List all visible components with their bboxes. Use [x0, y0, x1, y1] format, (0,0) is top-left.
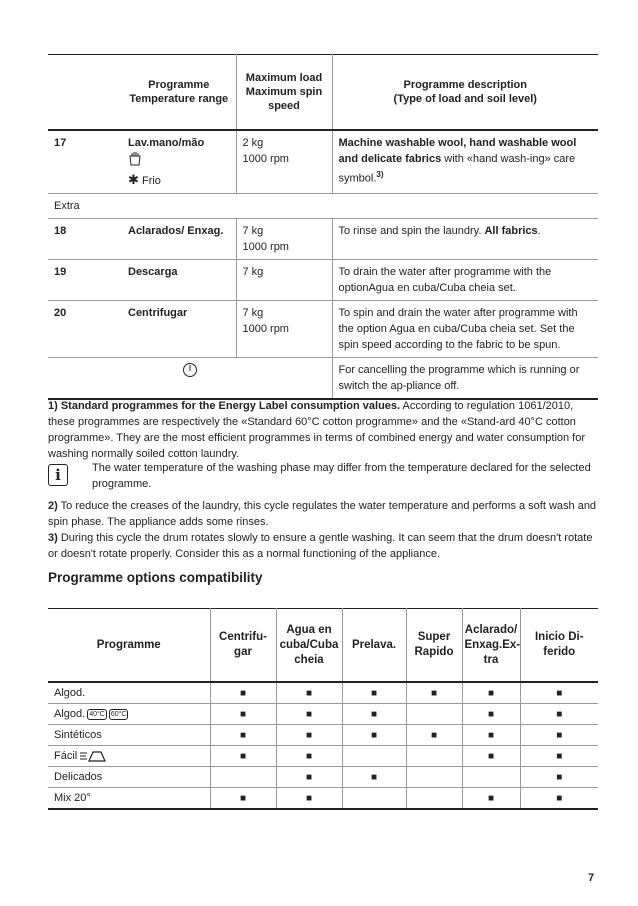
empty-cell	[406, 746, 462, 767]
compatible-mark: ■	[462, 682, 520, 704]
empty-cell	[342, 788, 406, 810]
header-programme: Programme Temperature range	[129, 79, 229, 105]
programme-name: Sintéticos	[54, 729, 102, 741]
empty-cell	[342, 746, 406, 767]
compatible-mark: ■	[462, 746, 520, 767]
compatible-mark: ■	[210, 682, 276, 704]
table-row	[48, 767, 598, 788]
empty-cell	[210, 767, 276, 788]
programme-table	[48, 54, 598, 400]
compatible-mark: ■	[462, 788, 520, 810]
programme-name: Delicados	[54, 771, 103, 783]
cold-snowflake-icon: ✱	[128, 172, 139, 187]
compatible-mark: ■	[406, 725, 462, 746]
options-header-2: Agua en cuba/Cuba cheia	[276, 609, 342, 683]
empty-cell	[406, 704, 462, 725]
options-header-0: Programme	[96, 638, 161, 651]
temp-40-icon: 40°C	[89, 710, 105, 718]
easy-iron-icon	[77, 750, 107, 762]
compatible-mark: ■	[276, 788, 342, 810]
compatible-mark: ■	[520, 746, 598, 767]
compatible-mark: ■	[462, 725, 520, 746]
compatible-mark: ■	[210, 704, 276, 725]
compatible-mark: ■	[210, 725, 276, 746]
compatible-mark: ■	[210, 746, 276, 767]
info-icon: i	[48, 464, 68, 486]
programme-name: Fácil	[54, 749, 78, 762]
header-description: Programme description (Type of load and soil level)	[332, 55, 598, 131]
compatible-mark: ■	[520, 704, 598, 725]
programme-name: Mix 20°	[54, 792, 91, 804]
table-row: 20 Centrifugar 7 kg 1000 rpm To spin and drain the water after programme with the option Agua en cuba/Cuba cheia set. Set the spin speed according to the fabric to be spun.	[48, 301, 598, 358]
table-row	[48, 682, 598, 704]
compatible-mark: ■	[276, 767, 342, 788]
footnote-2-3: 2) To reduce the creases of the laundry, this cycle regulates the water temperature and performs a soft wash and spin phase. The appliance adds some rinses. 3) During this cycle the drum rotates slowly to ensure a gentle washing. It can seem that the drum doesn't rotate or doesn't rotate properly. Consider this as a normal functioning of the appliance.	[48, 500, 597, 560]
options-body	[48, 682, 598, 809]
empty-cell	[462, 767, 520, 788]
compatible-mark: ■	[276, 725, 342, 746]
table-row: For cancelling the programme which is running or switch the ap-pliance off.	[48, 358, 598, 400]
options-header-1: Centrifu-gar	[210, 609, 276, 683]
programme-name: Algod.	[54, 687, 86, 699]
header-max-load: Maximum load Maximum spin speed	[236, 55, 332, 131]
compatible-mark: ■	[520, 725, 598, 746]
table-row: 18 Aclarados/ Enxag. 7 kg 1000 rpm To rinse and spin the laundry. All fabrics.	[48, 219, 598, 260]
options-compatibility-table	[48, 608, 598, 810]
compatible-mark: ■	[520, 682, 598, 704]
empty-cell	[406, 788, 462, 810]
temp-60-icon: 60°C	[110, 710, 127, 718]
options-header-3: Prelava.	[342, 609, 406, 683]
options-header-6: Inicio Di-ferido	[520, 609, 598, 683]
options-header-5: Aclarado/ Enxag.Ex-tra	[462, 609, 520, 683]
compatible-mark: ■	[406, 682, 462, 704]
options-header-row	[48, 609, 598, 683]
compatible-mark: ■	[210, 788, 276, 810]
compatible-mark: ■	[520, 788, 598, 810]
options-header-4: Super Rapido	[406, 609, 462, 683]
compatible-mark: ■	[276, 746, 342, 767]
footnote-1: 1) Standard programmes for the Energy Label consumption values. According to regulation 1061/2010, these programmes are respectively the «Standard 60°C cotton programme» and the «Stand-ard 40°C cotton programme». They are the most efficient programmes in terms of combined energy and water consumption for washing normally soiled cotton laundry.	[48, 400, 586, 460]
compatible-mark: ■	[276, 704, 342, 725]
table-row: 17 Lav.mano/mão ✱ Frio 2 kg 1000 rpm Machine washable wool, hand washable wool and delicate fabrics with «hand wash-ing» care symbol.$^{3)}$	[48, 130, 598, 194]
table-row	[48, 704, 598, 725]
table-row: Extra	[48, 194, 598, 219]
section-title: Programme options compatibility	[48, 570, 263, 585]
table-row	[48, 725, 598, 746]
compatible-mark: ■	[520, 767, 598, 788]
table-row	[48, 746, 598, 767]
compatible-mark: ■	[342, 704, 406, 725]
hand-wash-icon	[128, 151, 230, 172]
table-row: 19 Descarga 7 kg To drain the water after programme with the optionAgua en cuba/Cuba cheia set.	[48, 260, 598, 301]
programme-name: Algod.	[54, 708, 86, 720]
page-number: 7	[588, 872, 595, 884]
table-row	[48, 788, 598, 810]
compatible-mark: ■	[276, 682, 342, 704]
compatible-mark: ■	[342, 767, 406, 788]
compatible-mark: ■	[342, 725, 406, 746]
empty-cell	[406, 767, 462, 788]
compatible-mark: ■	[462, 704, 520, 725]
power-off-icon	[182, 369, 198, 381]
compatible-mark: ■	[342, 682, 406, 704]
